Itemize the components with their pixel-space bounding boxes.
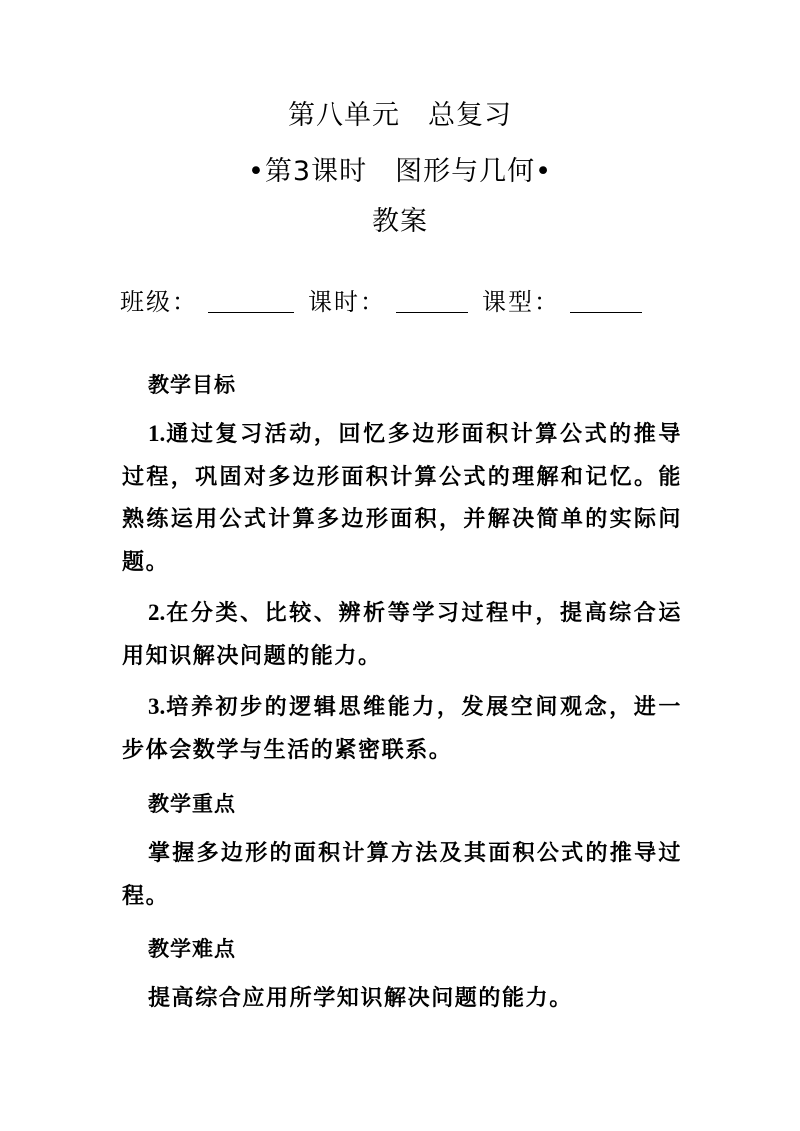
- lesson-title: •第3课时 图形与几何•: [247, 156, 553, 187]
- lesson-meta-row: [120, 290, 642, 314]
- class-blank: [208, 290, 294, 313]
- objective-text: 通过复习活动，回忆多边形面积计算公式的推导过程，巩固对多边形面积计算公式的理解和记忆。能熟练运用公式计算多边形面积，并解决简单的实际问题。: [122, 421, 682, 575]
- unit-title: 第八单元 总复习: [288, 100, 512, 131]
- doc-type-title: 教案: [372, 206, 428, 237]
- objective-item-2: [122, 592, 682, 677]
- type-label: 课型：: [482, 288, 560, 316]
- key-points-text: 掌握多边形的面积计算方法及其面积公式的推导过程。: [122, 840, 682, 909]
- period-blank: [396, 290, 468, 313]
- type-blank: [570, 290, 642, 313]
- class-label: 班级：: [120, 288, 198, 316]
- objective-item-3: [122, 686, 682, 771]
- objective-number: 1.: [148, 421, 166, 446]
- period-label: 课时：: [308, 288, 386, 316]
- difficulties-text: 提高综合应用所学知识解决问题的能力。: [148, 985, 573, 1011]
- objective-number: 2.: [148, 600, 166, 625]
- objective-item-1: [122, 413, 682, 583]
- objective-text: 培养初步的逻辑思维能力，发展空间观念，进一步体会数学与生活的紧密联系。: [122, 694, 682, 763]
- key-points-heading: 教学重点: [148, 791, 236, 816]
- objective-number: 3.: [148, 694, 166, 719]
- objectives-heading: 教学目标: [148, 372, 236, 397]
- difficulties-heading: 教学难点: [148, 936, 236, 961]
- objective-text: 在分类、比较、辨析等学习过程中，提高综合运用知识解决问题的能力。: [122, 600, 682, 669]
